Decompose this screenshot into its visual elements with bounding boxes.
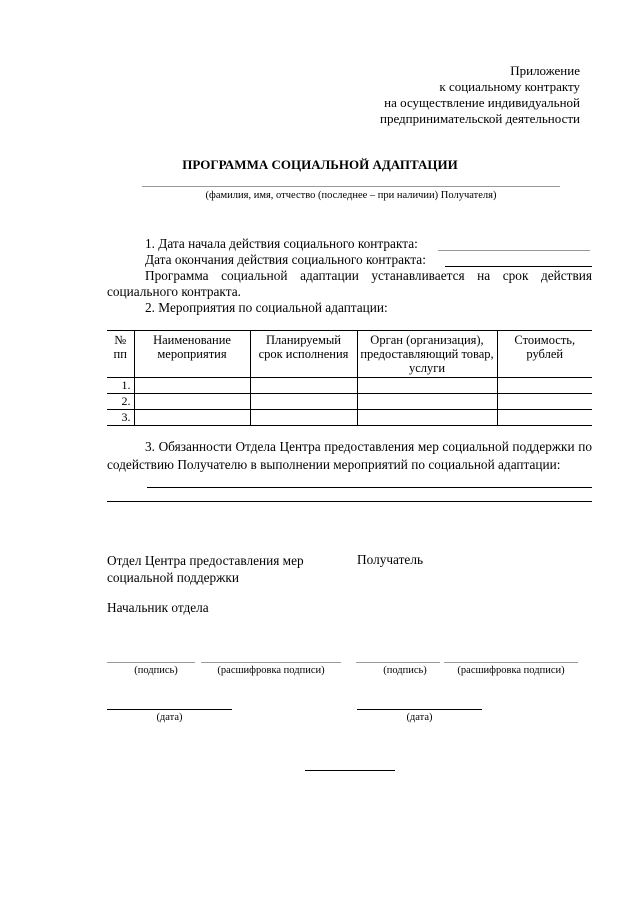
table-row (107, 378, 592, 394)
appendix-header (330, 63, 580, 127)
document-title: ПРОГРАММА СОЦИАЛЬНОЙ АДАПТАЦИИ (182, 157, 458, 172)
cell-term[interactable] (250, 378, 357, 394)
start-date-label: 1. Дата начала действия социального контракта: (145, 236, 418, 251)
appendix-line: предпринимательской деятельности (380, 111, 580, 126)
appendix-line: к социальному контракту (439, 79, 580, 94)
cell-organization[interactable] (357, 394, 497, 410)
left-decoding-caption: (расшифровка подписи) (217, 665, 325, 676)
end-separator (305, 770, 395, 771)
row-number: 2. (107, 394, 134, 410)
table-row (107, 394, 592, 410)
table-header-row (107, 331, 592, 378)
cell-cost[interactable] (497, 394, 592, 410)
section3-field-line[interactable] (107, 501, 592, 502)
cell-term[interactable] (250, 394, 357, 410)
right-date-line[interactable] (357, 709, 482, 710)
left-signatory-title: Начальник отдела (107, 600, 209, 615)
cell-organization[interactable] (357, 378, 497, 394)
left-signature-caption: (подпись) (134, 665, 178, 676)
cell-activity[interactable] (134, 410, 250, 426)
left-signatory-org: Отдел Центра предоставления мер социальной поддержки (107, 553, 304, 585)
right-decoding-caption: (расшифровка подписи) (457, 665, 565, 676)
col-header-activity: Наименование мероприятия (134, 331, 250, 378)
right-date-caption: (дата) (406, 712, 433, 723)
col-header-number: № пп (107, 331, 134, 378)
left-date-line[interactable] (107, 709, 232, 710)
col-header-organization: Орган (организация), предоставляющий товар, услуги (357, 331, 497, 378)
section3-text: 3. Обязанности Отдела Центра предоставления мер социальной поддержки по содействию Получателю в выполнении мероприятий по социальной адаптации: (107, 439, 592, 472)
start-date-field[interactable] (438, 250, 590, 251)
cell-cost[interactable] (497, 410, 592, 426)
left-date-caption: (дата) (156, 712, 183, 723)
section3-field-line[interactable] (147, 487, 592, 488)
activities-table (107, 330, 592, 426)
cell-cost[interactable] (497, 378, 592, 394)
row-number: 1. (107, 378, 134, 394)
right-decoding-line[interactable] (444, 662, 578, 663)
recipient-caption: (фамилия, имя, отчество (последнее – при наличии) Получателя) (205, 190, 497, 201)
cell-activity[interactable] (134, 394, 250, 410)
section2-title: 2. Мероприятия по социальной адаптации: (145, 300, 388, 315)
cell-term[interactable] (250, 410, 357, 426)
program-term-text: Программа социальной адаптации устанавливается на срок действия социального контракта. (107, 268, 592, 299)
table-row (107, 410, 592, 426)
col-header-cost: Стоимость, рублей (514, 333, 576, 361)
end-date-label: Дата окончания действия социального контракта: (145, 252, 426, 267)
end-date-field[interactable] (445, 266, 592, 267)
left-signature-line[interactable] (107, 662, 195, 663)
right-signature-line[interactable] (356, 662, 440, 663)
row-number: 3. (107, 410, 134, 426)
col-header-term: Планируемый срок исполнения (250, 331, 357, 378)
cell-activity[interactable] (134, 378, 250, 394)
right-signature-caption: (подпись) (383, 665, 427, 676)
recipient-name-line (142, 186, 560, 187)
right-signatory-org: Получатель (357, 552, 424, 567)
left-decoding-line[interactable] (201, 662, 341, 663)
appendix-line: Приложение (510, 63, 580, 78)
cell-organization[interactable] (357, 410, 497, 426)
appendix-line: на осуществление индивидуальной (384, 95, 580, 110)
